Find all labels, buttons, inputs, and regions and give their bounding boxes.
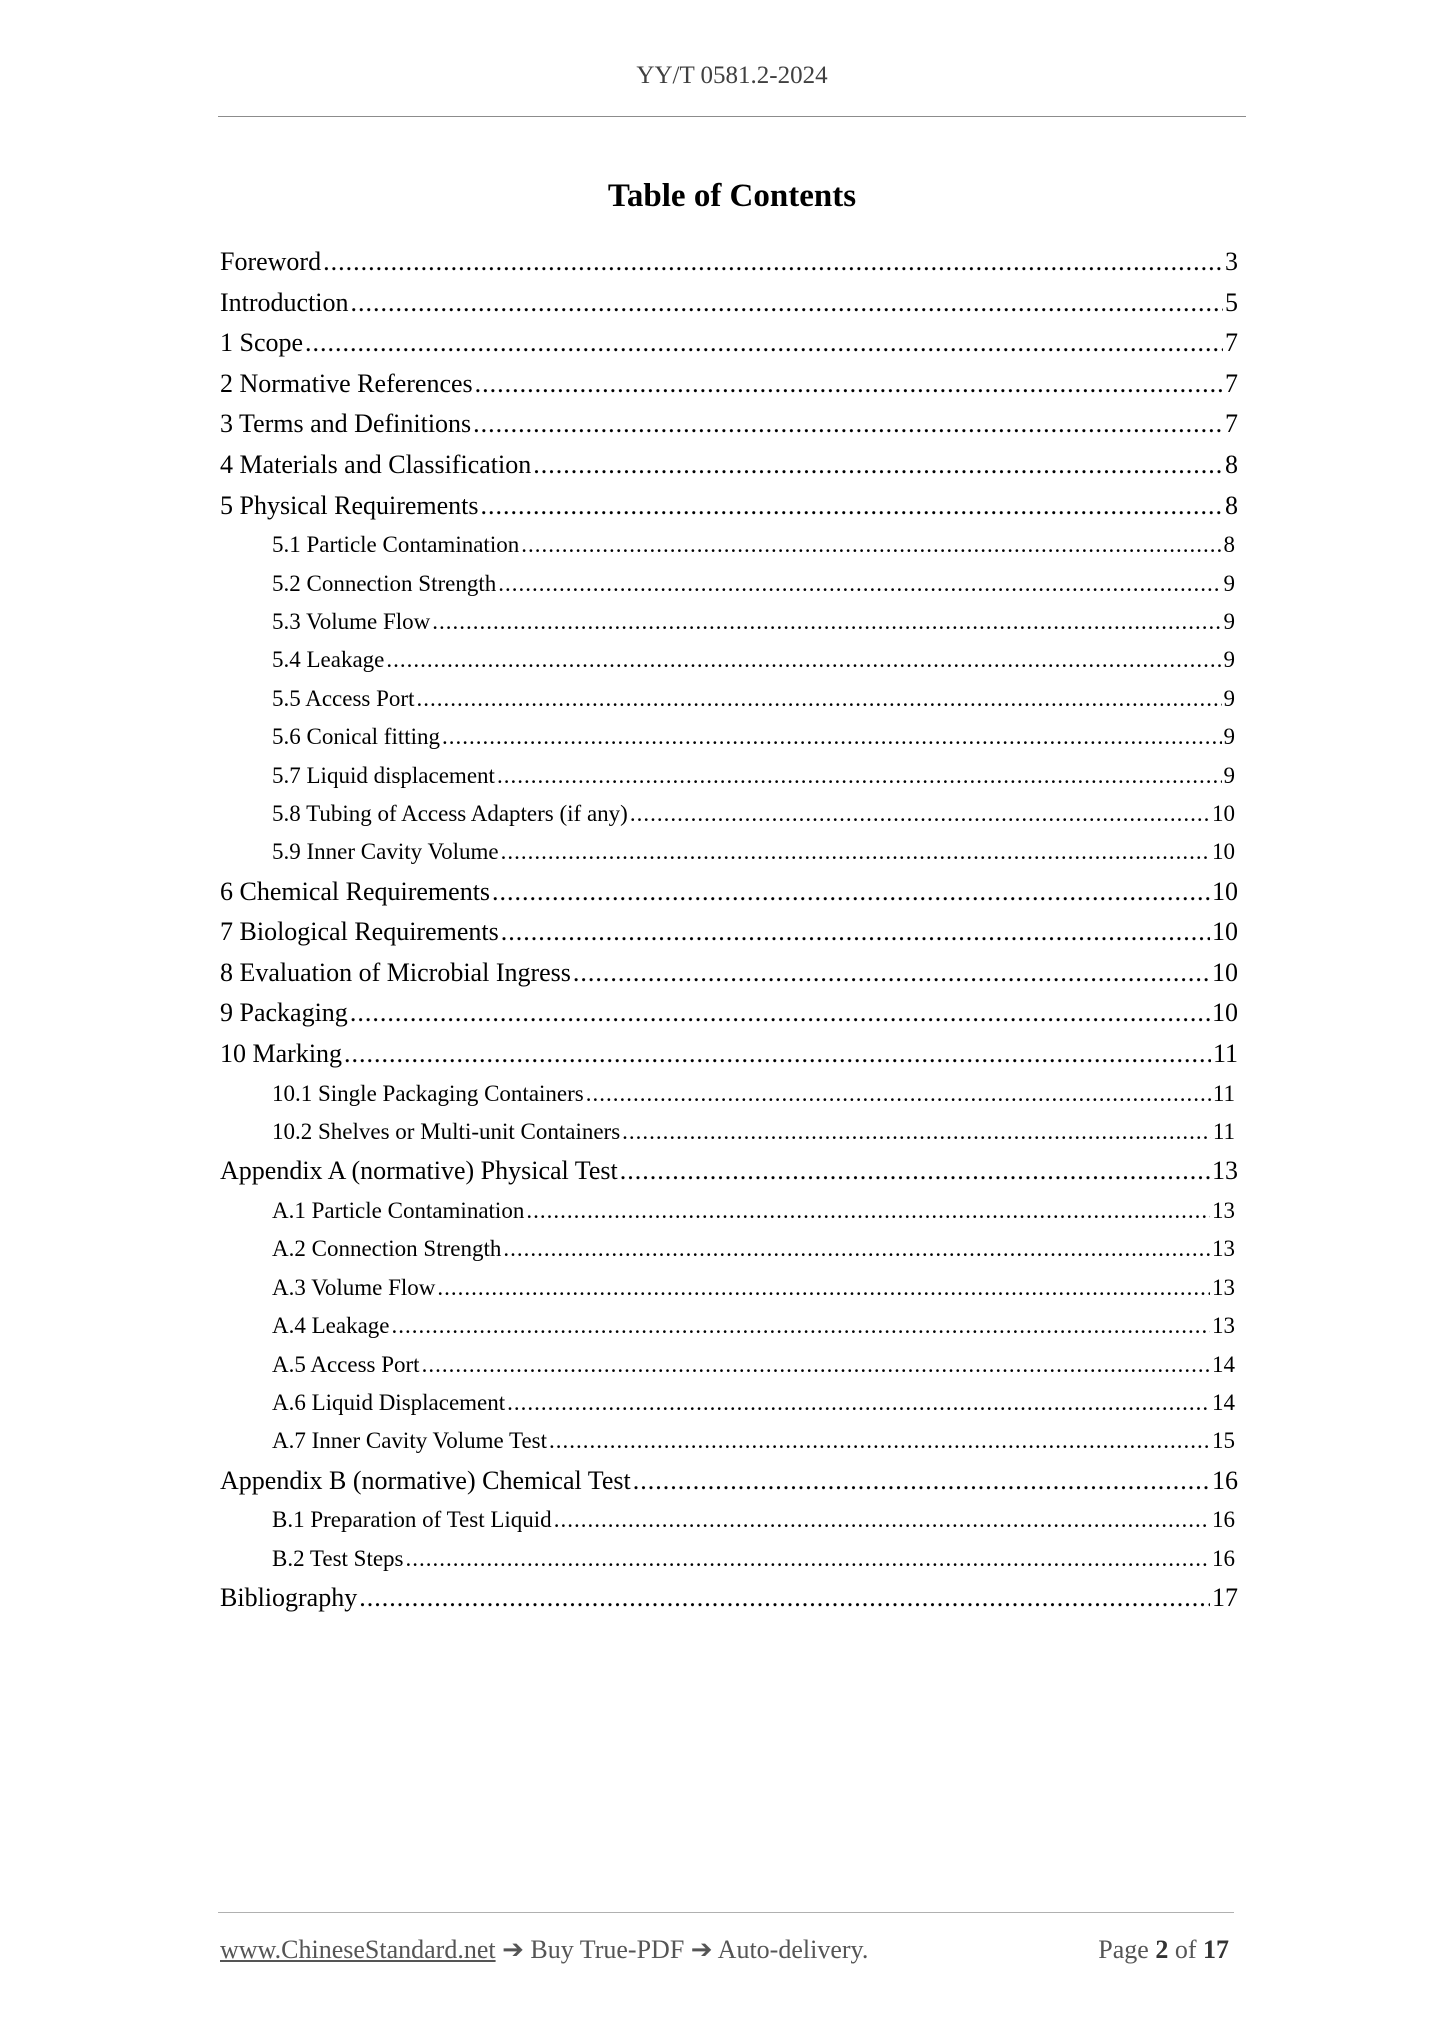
toc-subentry[interactable]: 5.8 Tubing of Access Adapters (if any) ..... 10 [220, 795, 1238, 833]
toc-subentry[interactable]: 5.6 Conical fitting ..... 9 [220, 718, 1238, 756]
leader-dots [475, 364, 1223, 405]
toc-entry[interactable]: 10 Marking ..... 11 [220, 1034, 1238, 1075]
toc-subentry[interactable]: 5.9 Inner Cavity Volume ..... 10 [220, 833, 1238, 871]
leader-dots [533, 445, 1223, 486]
toc-subentry[interactable]: 10.2 Shelves or Multi-unit Containers ..... 11 [220, 1113, 1238, 1151]
leader-dots [351, 283, 1223, 324]
leader-dots [350, 993, 1210, 1034]
leader-dots [501, 912, 1210, 953]
toc-list [220, 242, 1238, 1619]
leader-dots [521, 526, 1221, 564]
leader-dots [481, 486, 1223, 527]
toc-subentry[interactable]: A.3 Volume Flow ..... 13 [220, 1269, 1238, 1307]
toc-entry[interactable]: Appendix A (normative) Physical Test ..... 13 [220, 1151, 1238, 1192]
page-number: Page 2 of 17 [1098, 1935, 1229, 1964]
leader-dots [622, 1113, 1211, 1151]
toc-entry[interactable]: 6 Chemical Requirements ..... 10 [220, 872, 1238, 913]
toc-subentry[interactable]: B.1 Preparation of Test Liquid ..... 16 [220, 1501, 1238, 1539]
leader-dots [503, 1230, 1210, 1268]
leader-dots [406, 1540, 1210, 1578]
leader-dots [437, 1269, 1210, 1307]
toc-entry[interactable]: 9 Packaging ..... 10 [220, 993, 1238, 1034]
running-header: YY/T 0581.2-2024 [636, 62, 828, 89]
toc-subentry[interactable]: B.2 Test Steps ..... 16 [220, 1540, 1238, 1578]
leader-dots [386, 641, 1221, 679]
leader-dots [554, 1501, 1210, 1539]
toc-subentry[interactable]: A.2 Connection Strength ..... 13 [220, 1230, 1238, 1268]
leader-dots [344, 1034, 1211, 1075]
toc-entry[interactable]: 3 Terms and Definitions ..... 7 [220, 404, 1238, 445]
leader-dots [492, 872, 1210, 913]
toc-subentry[interactable]: 5.4 Leakage ..... 9 [220, 641, 1238, 679]
footer-rule [218, 1912, 1234, 1913]
leader-dots [573, 953, 1210, 994]
toc-subentry[interactable]: 5.1 Particle Contamination ..... 8 [220, 526, 1238, 564]
page-total: 17 [1203, 1935, 1229, 1964]
delivery-text: Auto-delivery. [717, 1935, 869, 1964]
arrow-right-icon: ➔ [690, 1935, 713, 1964]
leader-dots [359, 1578, 1210, 1619]
footer-promo [220, 1935, 868, 1965]
toc-subentry[interactable]: 5.7 Liquid displacement ..... 9 [220, 757, 1238, 795]
page-current: 2 [1155, 1935, 1169, 1964]
toc-entry[interactable]: Appendix B (normative) Chemical Test ..... 16 [220, 1461, 1238, 1502]
toc-subentry[interactable]: 5.3 Volume Flow ..... 9 [220, 603, 1238, 641]
toc-subentry[interactable]: 5.5 Access Port ..... 9 [220, 680, 1238, 718]
leader-dots [620, 1151, 1210, 1192]
leader-dots [416, 680, 1221, 718]
toc-subentry[interactable]: A.5 Access Port ..... 14 [220, 1346, 1238, 1384]
toc-subentry[interactable]: 5.2 Connection Strength ..... 9 [220, 565, 1238, 603]
leader-dots [549, 1422, 1210, 1460]
leader-dots [473, 404, 1223, 445]
toc-entry[interactable]: 5 Physical Requirements ..... 8 [220, 486, 1238, 527]
toc-entry[interactable]: Introduction ..... 5 [220, 283, 1238, 324]
leader-dots [305, 323, 1223, 364]
leader-dots [586, 1075, 1211, 1113]
leader-dots [432, 603, 1221, 641]
toc-subentry[interactable]: A.7 Inner Cavity Volume Test ..... 15 [220, 1422, 1238, 1460]
arrow-right-icon: ➔ [502, 1935, 524, 1964]
buy-text: Buy True-PDF [530, 1935, 685, 1964]
leader-dots [422, 1346, 1210, 1384]
toc-entry[interactable]: 1 Scope ..... 7 [220, 323, 1238, 364]
leader-dots [501, 833, 1210, 871]
toc-entry[interactable]: 4 Materials and Classification ..... 8 [220, 445, 1238, 486]
leader-dots [633, 1461, 1210, 1502]
leader-dots [507, 1384, 1210, 1422]
toc-title: Table of Contents [607, 178, 857, 214]
toc-subentry[interactable]: 10.1 Single Packaging Containers ..... 11 [220, 1075, 1238, 1113]
toc-entry[interactable]: Bibliography ..... 17 [220, 1578, 1238, 1619]
toc-entry[interactable]: 8 Evaluation of Microbial Ingress ..... 10 [220, 953, 1238, 994]
toc-entry[interactable]: Foreword ..... 3 [220, 242, 1238, 283]
leader-dots [526, 1192, 1210, 1230]
toc-entry[interactable]: 7 Biological Requirements ..... 10 [220, 912, 1238, 953]
leader-dots [498, 565, 1221, 603]
site-link[interactable]: www.ChineseStandard.net [220, 1935, 496, 1964]
toc-subentry[interactable]: A.1 Particle Contamination ..... 13 [220, 1192, 1238, 1230]
toc-subentry[interactable]: A.4 Leakage ..... 13 [220, 1307, 1238, 1345]
toc-subentry[interactable]: A.6 Liquid Displacement ..... 14 [220, 1384, 1238, 1422]
leader-dots [630, 795, 1210, 833]
header-rule [218, 116, 1246, 117]
leader-dots [442, 718, 1221, 756]
leader-dots [323, 242, 1223, 283]
toc-entry[interactable]: 2 Normative References ..... 7 [220, 364, 1238, 405]
leader-dots [497, 757, 1222, 795]
leader-dots [392, 1307, 1211, 1345]
